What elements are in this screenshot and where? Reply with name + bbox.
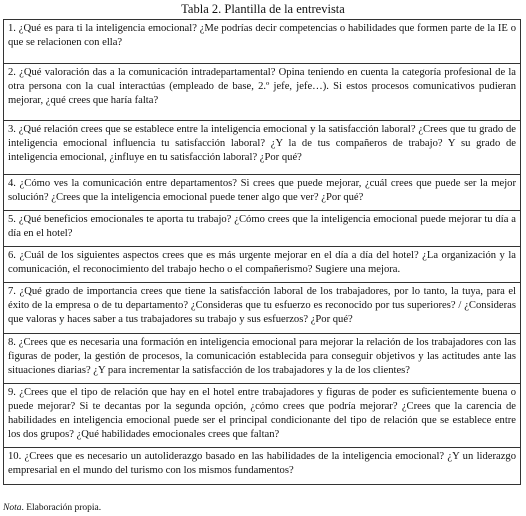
table-row: 10. ¿Crees que es necesario un autoliderazgo basado en las habilidades de la inteligencia emocional? ¿Y un liderazgo empresarial en el mundo del turismo con los mismos fundamentos? (4, 447, 520, 484)
interview-table (3, 19, 521, 485)
table-row: 3. ¿Qué relación crees que se establece entre la inteligencia emocional y la satisfacción laboral? ¿Crees que tu grado de inteligencia emocional influencia tu satisfacción laboral? ¿Y la de tus compañeros de trabajo? Y su grado de inteligencia emocional, ¿influye en tu satisfacción laboral? ¿Por qué? (4, 120, 520, 174)
table-row: 5. ¿Qué beneficios emocionales te aporta tu trabajo? ¿Cómo crees que la inteligencia emocional puede mejorar tu día a día en el hotel? (4, 210, 520, 246)
table-row: 2. ¿Qué valoración das a la comunicación intradepartamental? Opina teniendo en cuenta la categoría profesional de la otra persona con la cual interactúas (empleado de base, 2.º jefe, jefe…). Si estos procesos comunicativos pudieran mejorar, ¿qué crees que haría falta? (4, 63, 520, 120)
table-row: 4. ¿Cómo ves la comunicación entre departamentos? Si crees que puede mejorar, ¿cuál crees que puede ser la mejor solución? ¿Crees que la inteligencia emocional puede tener algo que ver? ¿Por qué? (4, 174, 520, 210)
table-row: 9. ¿Crees que el tipo de relación que hay en el hotel entre trabajadores y figuras de poder es suficientemente buena o puede mejorar? Si te decantas por la segunda opción, ¿cómo crees que podría mejorar? ¿Crees que la carencia de habilidades en inteligencia emocional puede ser el principal condicionante del tipo de relación que se establece entre los dos grupos? ¿Qué habilidades emocionales crees que faltan? (4, 383, 520, 447)
table-title: Tabla 2. Plantilla de la entrevista (181, 2, 345, 16)
table-row: 1. ¿Qué es para ti la inteligencia emocional? ¿Me podrías decir competencias o habilidades que formen parte de la IE o que se relacionen con ella? (8, 23, 516, 48)
note-text: . Elaboración propia. (21, 503, 102, 513)
note-label: Nota (3, 503, 22, 513)
table-row: 7. ¿Qué grado de importancia crees que tiene la satisfacción laboral de los trabajadores, por lo tanto, la tuya, para el éxito de la empresa o de tu departamento? ¿Consideras que tu esfuerzo es reconocido por tus superiores? / ¿Consideras que valoras y haces saber a tus trabajadores su trabajo y sus esfuerzos? ¿Por qué? (4, 282, 520, 333)
table-row: 6. ¿Cuál de los siguientes aspectos crees que es más urgente mejorar en el día a día del hotel? ¿La organización y la comunicación, el reconocimiento del trabajo hecho o el compañerismo? Sugiere una mejora. (4, 246, 520, 282)
table-row: 8. ¿Crees que es necesaria una formación en inteligencia emocional para mejorar la relación de los trabajadores con las figuras de poder, la gestión de procesos, la comunicación establecida para conseguir objetivos y las actitudes ante las situaciones diarias? ¿Y para incrementar la satisfacción de los trabajadores y la de los clientes? (4, 333, 520, 383)
table-note (3, 502, 101, 514)
